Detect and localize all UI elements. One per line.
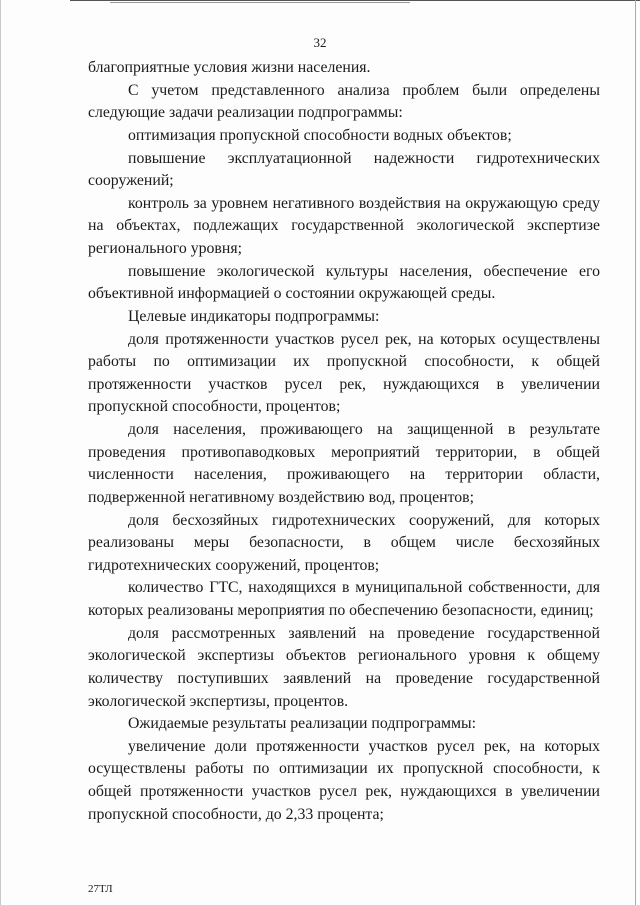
paragraph-7: Целевые индикаторы подпрограммы:: [128, 307, 380, 325]
scan-edge-right: [635, 0, 636, 905]
paragraph-9: доля населения, проживающего на защищенной в результате проведения противопаводковых мероприятий территории, в общей численности населения, проживающего на территории области, подверженной негативному воздействию вод, процентов;: [88, 421, 600, 506]
document-body: [88, 57, 600, 826]
scan-edge-top: [70, 0, 640, 1]
scan-edge-top-secondary: [110, 2, 410, 3]
paragraph-2: С учетом представленного анализа проблем были определены следующие задачи реализации подпрограммы:: [88, 81, 600, 122]
paragraph-1: благоприятные условия жизни населения.: [88, 59, 371, 76]
footer-code: 27ТЛ: [88, 883, 113, 895]
paragraph-14: увеличение доли протяженности участков русел рек, на которых осуществлены работы по оптимизации их пропускной способности, к общей протяженности участков русел рек, нуждающихся в увеличении пропускной способности, до 2,33 процента;: [88, 737, 600, 823]
paragraph-13: Ожидаемые результаты реализации подпрограммы:: [128, 715, 476, 733]
paragraph-3: оптимизация пропускной способности водных объектов;: [128, 126, 512, 144]
paragraph-10: доля бесхозяйных гидротехнических сооружений, для которых реализованы меры безопасности, в общем числе бесхозяйных гидротехнических сооружений, процентов;: [88, 511, 600, 574]
paragraph-6: повышение экологической культуры населения, обеспечение его объективной информацией о состоянии окружающей среды.: [88, 262, 600, 303]
paragraph-12: доля рассмотренных заявлений на проведение государственной экологической экспертизы объектов регионального уровня к общему количеству поступивших заявлений на проведение государственной экологической экспертизы, процентов.: [88, 624, 600, 710]
page-number: 32: [313, 35, 327, 50]
scan-edge-left: [0, 0, 1, 905]
paragraph-11: количество ГТС, находящихся в муниципальной собственности, для которых реализованы мероприятия по обеспечению безопасности, единиц;: [88, 579, 600, 619]
paragraph-8: доля протяженности участков русел рек, на которых осуществлены работы по оптимизации их пропускной способности, к общей протяженности участков русел рек, нуждающихся в увеличении пропускной способности, процентов;: [88, 330, 600, 416]
paragraph-4: повышение эксплуатационной надежности гидротехнических сооружений;: [88, 149, 600, 190]
paragraph-5: контроль за уровнем негативного воздействия на окружающую среду на объектах, подлежащих государственной экологической экспертизе регионального уровня;: [88, 194, 600, 257]
